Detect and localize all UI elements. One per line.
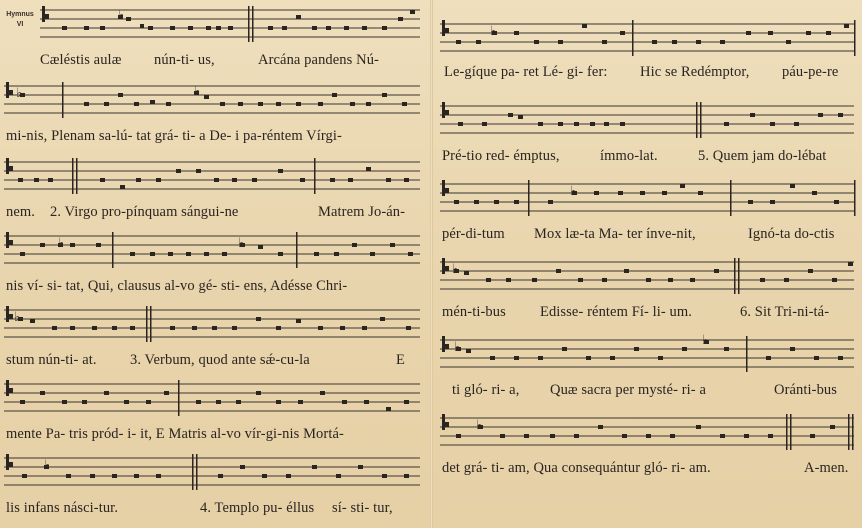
- lyric-segment: det grá- ti- am, Qua consequántur gló- ri- am.: [442, 460, 711, 476]
- svg-text:♭: ♭: [194, 83, 201, 98]
- svg-text:♭: ♭: [490, 23, 497, 38]
- music-staff: [0, 226, 430, 274]
- lyric-line: [6, 278, 430, 295]
- music-staff: [434, 14, 862, 62]
- lyric-segment: 4. Templo pu- éllus: [200, 500, 315, 516]
- lyric-segment: pér-di-tum: [442, 226, 505, 242]
- svg-text:♭: ♭: [454, 339, 461, 354]
- lyric-segment: mi-nis, Plenam sa-lú- tat grá- ti- a De- i pa-réntem Vírgi-: [6, 128, 342, 144]
- lyric-segment: Le-gíque pa- ret Lé- gi- fer:: [444, 64, 608, 80]
- lyric-segment: stum nún-ti- at.: [6, 352, 97, 368]
- lyric-segment: mente Pa- tris pród- i- it, E Matris al-vo vír-gi-nis Mortá-: [6, 426, 344, 442]
- music-staff: [0, 300, 430, 348]
- left-column: [0, 0, 430, 528]
- hymn-number: VI: [16, 21, 24, 28]
- hymn-label-text: Hymnus: [6, 11, 34, 18]
- lyric-segment: Ignó-ta do-ctis: [748, 226, 835, 242]
- svg-text:♭: ♭: [118, 7, 125, 22]
- music-staff: [434, 252, 862, 300]
- lyric-segment: Cæléstis aulæ: [40, 52, 122, 68]
- svg-text:♭: ♭: [44, 457, 51, 472]
- lyric-line: [6, 426, 430, 443]
- lyric-segment: Arcána pandens Nú-: [258, 52, 379, 68]
- lyric-segment: Quæ sacra per mysté- ri- a: [550, 382, 706, 398]
- music-staff: [434, 330, 862, 378]
- lyric-segment: nún-ti- us,: [154, 52, 215, 68]
- svg-text:♭: ♭: [570, 183, 577, 198]
- music-staff: [0, 76, 430, 124]
- music-staff: [0, 448, 430, 496]
- music-staff: [0, 0, 430, 48]
- lyric-segment: 2. Virgo pro-pínquam sángui-ne: [50, 204, 239, 220]
- lyric-segment: ti gló- ri- a,: [452, 382, 520, 398]
- lyric-segment: Matrem Jo-án-: [318, 204, 406, 220]
- lyric-segment: 6. Sit Tri-ni-tá-: [740, 304, 830, 320]
- lyric-segment: A-men.: [804, 460, 849, 476]
- svg-text:♭: ♭: [238, 235, 245, 250]
- lyric-segment: mén-ti-bus: [442, 304, 506, 320]
- lyric-segment: Pré-tio red- émptus,: [442, 148, 560, 164]
- lyric-segment: 5. Quem jam do-lébat: [698, 148, 827, 164]
- lyric-segment: páu-pe-re: [782, 64, 839, 80]
- lyric-segment: nem.: [6, 204, 35, 220]
- lyric-segment: nis ví- si- tat, Qui, clausus al-vo gé- sti- ens, Adésse Chri-: [6, 278, 348, 294]
- lyric-segment: 3. Verbum, quod ante sǽ-cu-la: [130, 352, 310, 368]
- lyric-segment: Hic se Redémptor,: [640, 64, 750, 80]
- music-staff: [434, 96, 862, 144]
- lyric-line: [6, 128, 430, 145]
- svg-text:♭: ♭: [58, 235, 65, 250]
- music-staff: [434, 408, 862, 456]
- svg-text:♭: ♭: [14, 309, 21, 324]
- lyric-segment: ímmo-lat.: [600, 148, 658, 164]
- svg-text:♭: ♭: [452, 261, 459, 276]
- lyric-segment: Mox læ-ta Ma- ter ínve-nit,: [534, 226, 696, 242]
- svg-text:♭: ♭: [702, 332, 709, 347]
- music-staff: [0, 152, 430, 200]
- right-column: [434, 0, 862, 528]
- lyric-segment: lis infans násci-tur.: [6, 500, 119, 516]
- svg-text:♭: ♭: [16, 85, 23, 100]
- lyric-segment: Oránti-bus: [774, 382, 838, 398]
- lyric-segment: Edisse- réntem Fí- li- um.: [540, 304, 693, 320]
- music-staff: [434, 174, 862, 222]
- lyric-segment: E: [396, 352, 405, 368]
- column-divider: [430, 0, 433, 528]
- svg-text:♭: ♭: [476, 417, 483, 432]
- lyric-segment: sí- sti- tur,: [332, 500, 393, 516]
- music-staff: [0, 374, 430, 422]
